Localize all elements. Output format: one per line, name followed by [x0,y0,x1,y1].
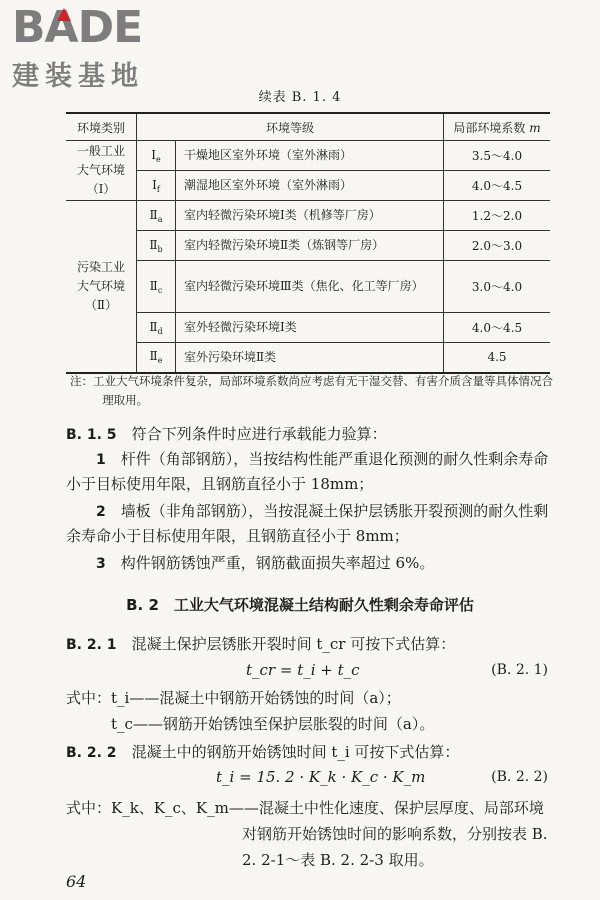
factor-value: 3.0～4.0 [444,261,551,313]
grade-code [137,261,176,313]
clause-b21 [66,632,455,657]
clause-item [66,499,551,548]
grade-code-main: Ⅰ [152,177,157,192]
clause-number: B. 2. 1 [66,637,117,653]
table-caption: 续表 B. 1. 4 [258,90,342,105]
header-factor-label: 局部环境系数 [453,120,526,135]
clause-text: 混凝土保护层锈胀开裂时间 t_cr 可按下式估算： [131,635,456,653]
grade-code-main: Ⅱ [149,207,158,222]
clause-number: B. 2. 2 [66,745,117,761]
where-label: 式中： [66,689,112,707]
grade-code-sub: e [156,154,161,164]
grade-desc: 室内轻微污染环境Ⅰ类（机修等厂房） [176,201,444,231]
logo-letter: E [113,2,143,53]
header-category: 环境类别 [66,113,137,141]
item-text: 构件钢筋锈蚀严重，钢筋截面损失率超过 6%。 [120,554,435,572]
item-text: 杆件（角部钢筋），当按结构性能严重退化预测的耐久性剩余寿命小于目标使用年限，且钢筋直径小于 18mm； [66,450,549,493]
grade-desc: 室内轻微污染环境Ⅲ类（焦化、化工等厂房） [176,261,444,313]
grade-code-sub: c [157,285,163,295]
item-number: 3 [96,556,106,572]
where-text: K_k、K_c、K_m——混凝土中性化速度、保护层厚度、局部环境对钢筋开始锈蚀时间的影响系数，分别按表 B. 2. 2-1～表 B. 2. 2-3 取用。 [111,799,548,869]
clause-item [66,447,551,496]
bade-logo [12,2,177,93]
table-header-row [66,113,550,141]
grade-desc: 室外污染环境Ⅱ类 [176,343,444,373]
table-row [66,171,550,201]
factor-value: 2.0～3.0 [444,231,551,261]
where-ti: t_i——混凝土中钢筋开始锈蚀的时间（a）； [111,689,401,707]
logo-letter: A [44,2,78,53]
grade-code-sub: a [157,214,163,224]
grade-code-sub: d [157,326,163,336]
where-clause-b22 [66,795,551,873]
header-factor [444,113,551,141]
grade-code-sub: e [157,356,163,366]
factor-value: 1.2～2.0 [444,201,551,231]
grade-code [137,171,176,201]
factor-value: 3.5～4.0 [444,141,551,171]
where-label: 式中： [66,799,112,817]
where-clause [66,686,401,710]
grade-desc: 室内轻微污染环境Ⅱ类（炼钢等厂房） [176,231,444,261]
formula-number: (B. 2. 1) [491,662,548,678]
grade-code-main: Ⅱ [149,319,158,334]
header-factor-symbol: m [529,120,541,135]
where-tc: t_c——钢筋开始锈蚀至保护层胀裂的时间（a）。 [111,715,435,733]
clause-b15 [66,422,387,447]
table-row [66,231,550,261]
clause-text: 混凝土中的钢筋开始锈蚀时间 t_i 可按下式估算： [131,743,460,761]
category-general-label: 一般工业 大气环境 （Ⅰ） [76,144,125,196]
logo-subtitle: 建装基地 [12,61,144,92]
clause-b22 [66,740,459,765]
table-row [66,313,550,343]
clause-item [96,551,434,576]
table-row [66,261,550,313]
grade-code [137,231,176,261]
grade-code-main: Ⅱ [149,237,158,252]
grade-code [137,313,176,343]
header-grade: 环境等级 [137,113,444,141]
grade-code-sub: f [156,184,160,194]
table-row [66,201,550,231]
factor-value: 4.0～4.5 [444,313,551,343]
clause-text: 符合下列条件时应进行承载能力验算： [131,425,387,443]
section-heading: B. 2 工业大气环境混凝土结构耐久性剩余寿命评估 [126,596,474,614]
environment-factor-table [66,112,550,374]
table-row [66,343,550,373]
category-general [66,141,137,201]
logo-letter: B [12,2,45,53]
category-polluted [66,201,137,373]
item-text: 墙板（非角部钢筋），当按混凝土保护层锈胀开裂预测的耐久性剩余寿命小于目标使用年限，且钢筋直径小于 8mm； [66,502,549,545]
grade-code-main: Ⅰ [151,147,156,162]
table-note: 注：工业大气环境条件复杂，局部环境系数尚应考虑有无干湿交替、有害介质含量等具体情况合理取用。 [70,374,553,407]
clause-number: B. 1. 5 [66,427,117,443]
formula-number: (B. 2. 2) [491,769,548,785]
page-number: 64 [66,872,87,891]
grade-desc: 潮湿地区室外环境（室外淋雨） [176,171,444,201]
grade-desc: 干燥地区室外环境（室外淋雨） [176,141,444,171]
factor-value: 4.5 [444,343,551,373]
grade-code [137,201,176,231]
logo-letter: D [77,2,114,53]
formula-b21: t_cr = t_i + t_c [246,661,360,679]
table-row [66,141,550,171]
grade-code-main: Ⅱ [149,349,158,364]
logo-brand [12,2,177,53]
grade-code-sub: b [157,244,163,254]
grade-code [137,343,176,373]
factor-value: 4.0～4.5 [444,171,551,201]
item-number: 1 [96,452,106,468]
formula-b22: t_i = 15. 2 · K_k · K_c · K_m [216,768,426,786]
grade-code-main: Ⅱ [149,278,158,293]
grade-code [137,141,176,171]
item-number: 2 [96,504,106,520]
category-polluted-label: 污染工业 大气环境 （Ⅱ） [76,259,125,312]
grade-desc: 室外轻微污染环境Ⅰ类 [176,313,444,343]
